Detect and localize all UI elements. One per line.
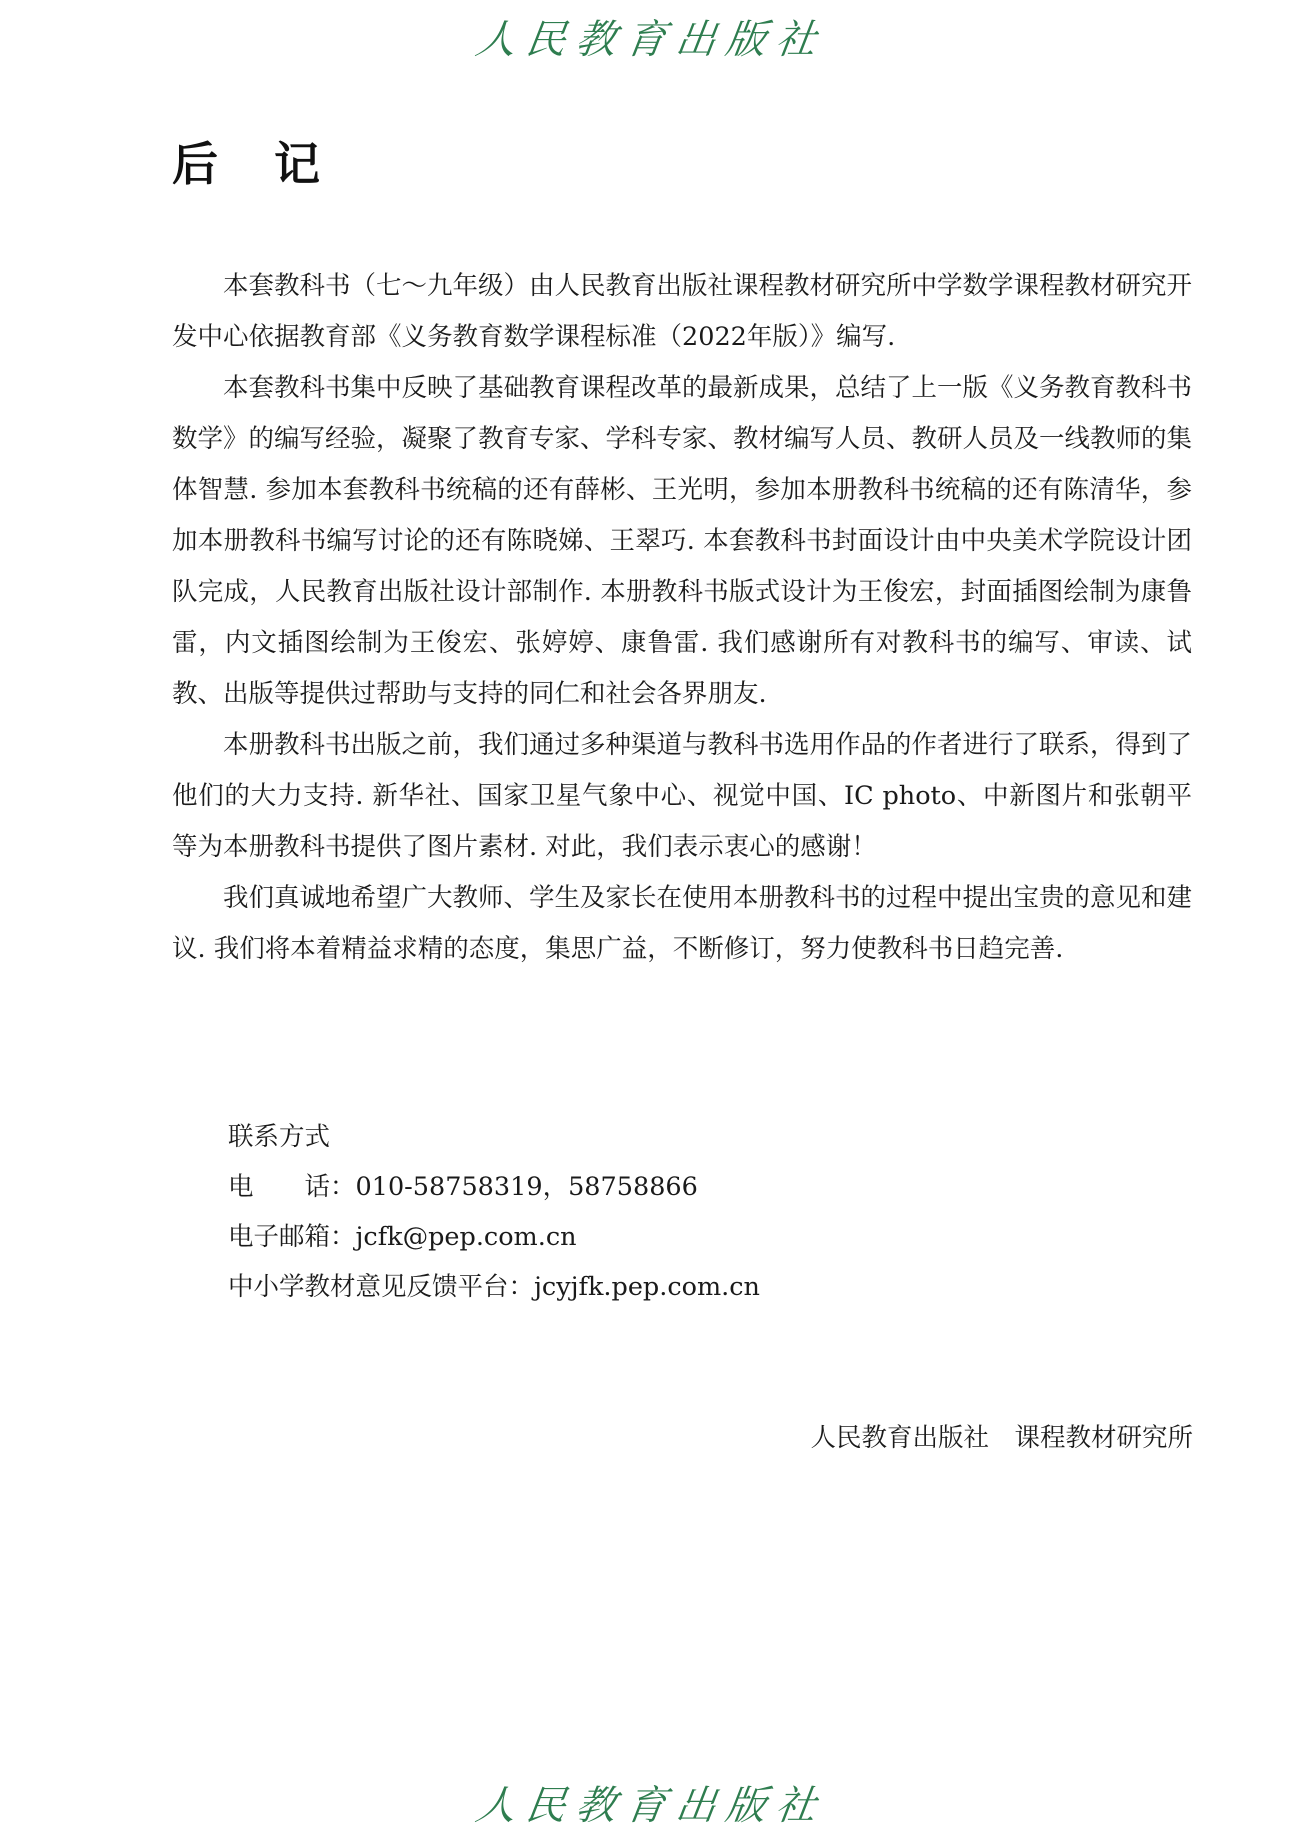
publisher-logo-bottom: 人民教育出版社: [472, 1783, 830, 1829]
page-title: 后记: [172, 137, 376, 191]
paragraph-3: 本册教科书出版之前，我们通过多种渠道与教科书选用作品的作者进行了联系，得到了他们的大力支持. 新华社、国家卫星气象中心、视觉中国、IC photo、中新图片和张朝平等为本册教科书提供了图片素材. 对此，我们表示衷心的感谢！: [172, 730, 1193, 862]
afterword-body: [172, 261, 1218, 975]
contact-feedback-platform: 中小学教材意见反馈平台：jcyjfk.pep.com.cn: [228, 1272, 760, 1302]
contact-info: [228, 1112, 760, 1312]
signature: 人民教育出版社 课程教材研究所: [810, 1423, 1193, 1453]
paragraph-1: 本套教科书（七～九年级）由人民教育出版社课程教材研究所中学数学课程教材研究开发中心依据教育部《义务教育数学课程标准（2022年版）》编写.: [172, 271, 1193, 352]
paragraph-4: 我们真诚地希望广大教师、学生及家长在使用本册教科书的过程中提出宝贵的意见和建议. 我们将本着精益求精的态度，集思广益，不断修订，努力使教科书日趋完善.: [172, 883, 1193, 964]
contact-phone: 电 话：010-58758319，58758866: [228, 1172, 698, 1202]
publisher-logo-top: 人民教育出版社: [472, 17, 830, 63]
paragraph-2: 本套教科书集中反映了基础教育课程改革的最新成果，总结了上一版《义务教育教科书 数学》的编写经验，凝聚了教育专家、学科专家、教材编写人员、教研人员及一线教师的集体智慧. 参加本套教科书统稿的还有薛彬、王光明，参加本册教科书统稿的还有陈清华，参加本册教科书编写讨论的还有陈晓娣、王翠巧. 本套教科书封面设计由中央美术学院设计团队完成，人民教育出版社设计部制作. 本册教科书版式设计为王俊宏，封面插图绘制为康鲁雷，内文插图绘制为王俊宏、张婷婷、康鲁雷. 我们感谢所有对教科书的编写、审读、试教、出版等提供过帮助与支持的同仁和社会各界朋友.: [172, 373, 1218, 709]
contact-heading: 联系方式: [228, 1122, 331, 1152]
contact-email: 电子邮箱：jcfk@pep.com.cn: [228, 1222, 577, 1252]
